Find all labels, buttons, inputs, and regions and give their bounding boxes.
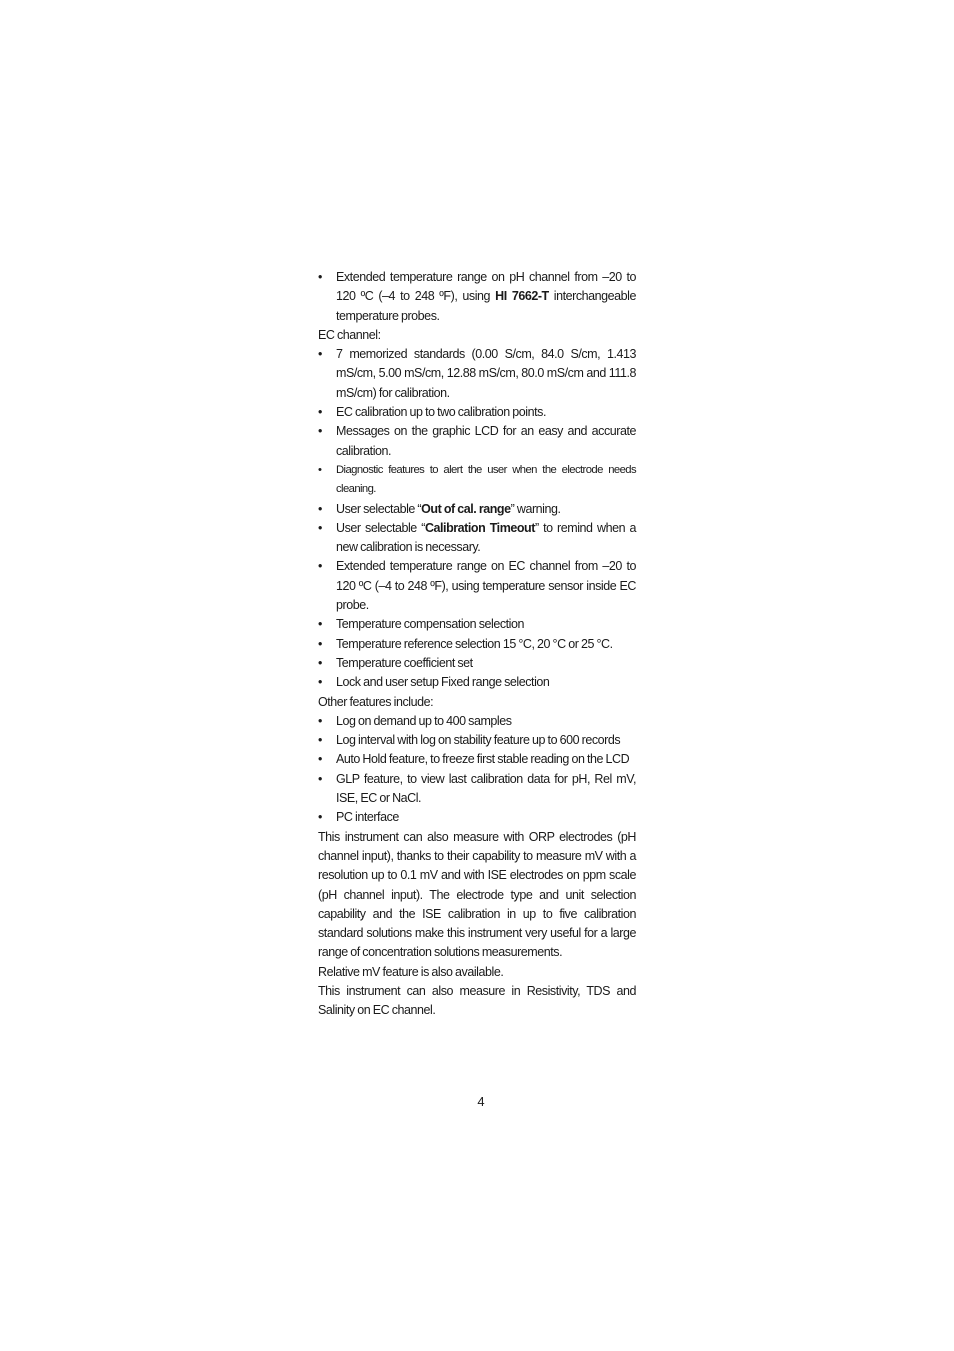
list-item-text: GLP feature, to view last calibration data for pH, Rel mV, ISE, EC or NaCl. — [336, 771, 636, 806]
section-heading: Other features include: — [318, 694, 434, 709]
body-paragraph: This instrument can also measure in Resistivity, TDS and Salinity on EC channel. — [318, 983, 636, 1018]
list-item — [318, 712, 636, 731]
bullet-icon: • — [318, 270, 322, 284]
bullet-icon: • — [318, 559, 322, 574]
list-item-text: EC calibration up to two calibration points. — [336, 405, 546, 420]
bullet-icon: • — [318, 675, 322, 690]
bullet-icon: • — [318, 424, 322, 439]
description-paragraphs — [318, 828, 636, 1021]
feature-list — [318, 345, 636, 692]
feature-list — [318, 268, 636, 326]
list-item — [318, 750, 636, 769]
list-item-text: User selectable “ — [336, 501, 422, 516]
bullet-icon: • — [318, 617, 322, 632]
list-item-text: Log interval with log on stability feature up to 600 records — [336, 733, 621, 748]
list-item — [318, 403, 636, 422]
list-item — [318, 422, 636, 461]
list-item — [318, 731, 636, 750]
bullet-icon: • — [318, 733, 322, 748]
product-term: Out of cal. range — [421, 501, 511, 516]
list-item — [318, 635, 636, 654]
list-item-text: 7 memorized standards (0.00 S/cm, 84.0 S/cm, 1.413 mS/cm, 5.00 mS/cm, 12.88 mS/cm, 80.0 mS/cm and 111.8 mS/cm) for calibration. — [336, 347, 636, 400]
body-paragraph: This instrument can also measure with ORP electrodes (pH channel input), thanks to their capability to measure mV with a resolution up to 0.1 mV and with ISE electrodes on ppm scale (pH channel input). The electrode type and unit selection capability and the ISE calibration in up to five calibration standard solutions make this instrument very useful for a large range of concentration solutions measurements. — [318, 829, 636, 960]
bullet-icon: • — [318, 636, 322, 651]
bullet-icon: • — [318, 463, 322, 476]
list-item — [318, 500, 636, 519]
list-item — [318, 268, 636, 326]
list-item-text: Extended temperature range on EC channel from –20 to 120 ºC (–4 to 248 ºF), using temperature sensor inside EC probe. — [336, 559, 636, 613]
bullet-icon: • — [318, 347, 322, 362]
list-item-text: ” warning. — [510, 501, 561, 516]
list-item — [318, 808, 636, 827]
list-item — [318, 345, 636, 403]
list-item-text: Diagnostic features to alert the user when the electrode needs cleaning. — [336, 463, 636, 496]
page-number: 4 — [477, 1094, 485, 1109]
manual-text-column — [318, 268, 636, 1021]
product-term: Calibration Timeout — [424, 520, 535, 535]
list-item — [318, 557, 636, 615]
list-item — [318, 654, 636, 673]
list-item — [318, 519, 636, 558]
list-item — [318, 770, 636, 809]
list-item-text: Extended temperature range on pH channel from –20 to 120 ºC (–4 to 248 ºF), using — [336, 270, 636, 304]
product-term: HI 7662-T — [495, 289, 549, 304]
bullet-icon: • — [318, 810, 322, 825]
feature-sections — [318, 268, 636, 828]
bullet-icon: • — [318, 501, 322, 516]
list-item-text: Temperature coefficient set — [336, 655, 473, 670]
bullet-icon: • — [318, 752, 322, 767]
bullet-icon: • — [318, 771, 322, 786]
list-item-text: interchangeable temperature probes. — [336, 289, 637, 323]
list-item-text: Auto Hold feature, to freeze first stable reading on the LCD — [336, 752, 630, 767]
bullet-icon: • — [318, 520, 322, 535]
list-item-text: Temperature reference selection 15 °C, 20 °C or 25 °C. — [336, 636, 613, 651]
feature-list — [318, 712, 636, 828]
list-item-text: Messages on the graphic LCD for an easy and accurate calibration. — [336, 424, 636, 458]
list-item-text: Lock and user setup Fixed range selection — [336, 675, 550, 690]
list-item-text: Temperature compensation selection — [336, 617, 524, 632]
list-item-text: ” to remind when a new calibration is necessary. — [336, 520, 636, 555]
list-item — [318, 615, 636, 634]
bullet-icon: • — [318, 713, 322, 728]
list-item-text: PC interface — [336, 810, 399, 825]
list-item-text: Log on demand up to 400 samples — [336, 713, 512, 728]
bullet-icon: • — [318, 655, 322, 670]
list-item — [318, 673, 636, 692]
list-item-text: User selectable “ — [336, 520, 425, 535]
section-heading: EC channel: — [318, 327, 381, 342]
list-item — [318, 461, 636, 500]
body-paragraph: Relative mV feature is also available. — [318, 964, 504, 979]
bullet-icon: • — [318, 405, 322, 420]
